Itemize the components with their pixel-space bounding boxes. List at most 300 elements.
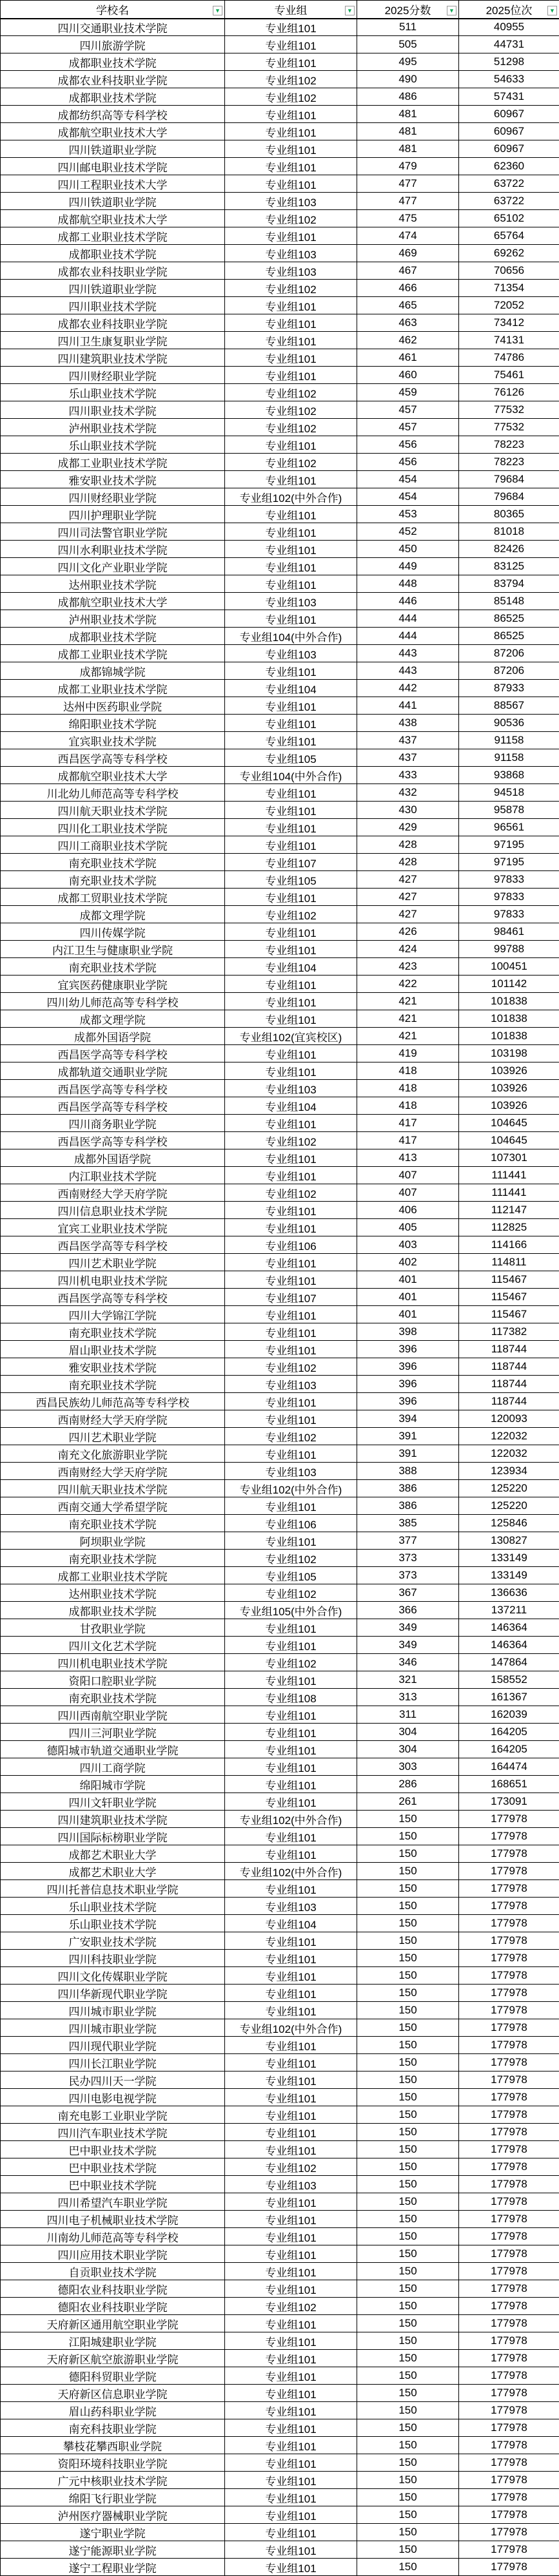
table-row [1,1654,559,1671]
rank-cell: 101838 [459,1028,559,1045]
rank-cell: 177978 [459,2228,559,2245]
school-cell: 四川华新现代职业学院 [1,1985,225,2002]
group-cell: 专业组102 [225,1358,357,1376]
table-row [1,1584,559,1602]
rank-cell: 86525 [459,610,559,628]
rank-cell: 177978 [459,2245,559,2263]
table-row [1,2158,559,2176]
school-cell: 南充职业技术学院 [1,854,225,871]
school-cell: 四川艺术职业学院 [1,1428,225,1445]
table-row [1,2315,559,2332]
score-cell: 286 [357,1776,459,1793]
header-cell-rank [459,1,559,19]
school-cell: 乐山职业技术学院 [1,1898,225,1915]
score-cell: 349 [357,1619,459,1637]
score-cell: 150 [357,2211,459,2228]
table-row [1,1793,559,1811]
table-row [1,1080,559,1097]
school-cell: 成都文理学院 [1,1010,225,1028]
group-cell: 专业组102 [225,419,357,436]
rank-cell: 94518 [459,784,559,802]
school-cell: 四川科技职业学院 [1,1950,225,1967]
score-cell: 385 [357,1515,459,1532]
group-cell: 专业组104 [225,680,357,697]
score-cell: 150 [357,2559,459,2576]
rank-cell: 97195 [459,854,559,871]
score-cell: 419 [357,1045,459,1062]
school-cell: 内江卫生与健康职业学院 [1,941,225,958]
table-row [1,1028,559,1045]
rank-cell: 177978 [459,2350,559,2367]
rank-cell: 74786 [459,349,559,367]
score-cell: 421 [357,993,459,1010]
table-row [1,2367,559,2385]
rank-cell: 118744 [459,1376,559,1393]
group-cell: 专业组102 [225,1584,357,1602]
group-cell: 专业组102 [225,401,357,419]
table-row [1,297,559,314]
rank-cell: 177978 [459,1828,559,1845]
score-cell: 474 [357,227,459,245]
school-cell: 资阳环境科技职业学院 [1,2454,225,2472]
group-cell: 专业组101 [225,1323,357,1341]
school-cell: 四川机电职业技术学院 [1,1271,225,1289]
score-cell: 401 [357,1271,459,1289]
school-cell: 西南财经大学天府学院 [1,1410,225,1428]
table-row [1,575,559,593]
group-cell: 专业组101 [225,1115,357,1132]
score-cell: 150 [357,2228,459,2245]
score-cell: 150 [357,2350,459,2367]
score-cell: 150 [357,2037,459,2054]
table-row [1,836,559,854]
score-cell: 403 [357,1236,459,1254]
score-cell: 373 [357,1550,459,1567]
school-cell: 南充科技职业学院 [1,2419,225,2437]
school-cell: 天府新区航空旅游职业学院 [1,2350,225,2367]
rank-cell: 177978 [459,1950,559,1967]
school-cell: 四川邮电职业技术学院 [1,158,225,175]
score-cell: 417 [357,1115,459,1132]
rank-cell: 104645 [459,1132,559,1149]
score-cell: 413 [357,1149,459,1167]
group-cell: 专业组101 [225,349,357,367]
school-cell: 四川职业技术学院 [1,401,225,419]
school-cell: 四川应用技术职业学院 [1,2245,225,2263]
group-cell: 专业组101 [225,1880,357,1898]
school-cell: 成都农业科技职业学院 [1,262,225,280]
table-row [1,1219,559,1236]
rank-cell: 177978 [459,2089,559,2106]
school-cell: 四川卫生康复职业学院 [1,332,225,349]
score-cell: 427 [357,889,459,906]
group-cell: 专业组101 [225,2228,357,2245]
group-cell: 专业组101 [225,314,357,332]
school-cell: 甘孜职业学院 [1,1619,225,1637]
header-label-score: 2025分数 [385,5,431,17]
rank-cell: 60967 [459,140,559,158]
table-row [1,802,559,819]
group-cell: 专业组101 [225,1671,357,1689]
school-cell: 乐山职业技术学院 [1,436,225,454]
table-row [1,2245,559,2263]
school-cell: 西南财经大学天府学院 [1,1463,225,1480]
filter-button-group[interactable] [345,6,355,15]
rank-cell: 115467 [459,1289,559,1306]
score-cell: 446 [357,593,459,610]
table-row [1,1950,559,1967]
group-cell: 专业组101 [225,106,357,123]
school-cell: 资阳口腔职业学院 [1,1671,225,1689]
school-cell: 西南交通大学希望学院 [1,1497,225,1515]
school-cell: 成都外国语学院 [1,1028,225,1045]
table-row [1,2193,559,2211]
score-cell: 454 [357,488,459,506]
table-row [1,349,559,367]
school-cell: 四川工程职业技术大学 [1,175,225,193]
score-cell: 442 [357,680,459,697]
group-cell: 专业组101 [225,2280,357,2298]
rank-cell: 80365 [459,506,559,523]
rank-cell: 104645 [459,1115,559,1132]
school-cell: 成都工业职业技术学院 [1,680,225,697]
group-cell: 专业组101 [225,2402,357,2419]
score-cell: 437 [357,749,459,767]
school-cell: 阿坝职业学院 [1,1532,225,1550]
rank-cell: 60967 [459,123,559,140]
school-cell: 四川文化传媒职业学院 [1,1967,225,1985]
score-cell: 421 [357,1028,459,1045]
score-cell: 150 [357,2158,459,2176]
school-cell: 成都航空职业技术大学 [1,593,225,610]
school-cell: 川北幼儿师范高等专科学校 [1,784,225,802]
rank-cell: 177978 [459,1915,559,1932]
table-row [1,1289,559,1306]
table-row [1,88,559,106]
school-cell: 四川电影电视学院 [1,2089,225,2106]
table-row [1,314,559,332]
score-cell: 486 [357,88,459,106]
group-cell: 专业组101 [225,941,357,958]
school-cell: 泸州医疗器械职业学院 [1,2506,225,2524]
group-cell: 专业组102 [225,71,357,88]
rank-cell: 44731 [459,36,559,53]
group-cell: 专业组101 [225,1202,357,1219]
group-cell: 专业组101 [225,123,357,140]
group-cell: 专业组101 [225,1045,357,1062]
table-row [1,332,559,349]
school-cell: 四川航天职业技术学院 [1,802,225,819]
group-cell: 专业组102 [225,906,357,923]
school-cell: 四川大学锦江学院 [1,1306,225,1323]
rank-cell: 63722 [459,193,559,210]
score-cell: 349 [357,1637,459,1654]
school-cell: 达州职业技术学院 [1,1584,225,1602]
rank-cell: 125846 [459,1515,559,1532]
group-cell: 专业组101 [225,2071,357,2089]
score-cell: 423 [357,958,459,976]
table-row [1,1863,559,1880]
school-cell: 攀枝花攀西职业学院 [1,2437,225,2454]
score-cell: 444 [357,628,459,645]
school-cell: 达州中医药职业学院 [1,697,225,715]
school-cell: 成都航空职业技术大学 [1,123,225,140]
table-row [1,1115,559,1132]
rank-cell: 101838 [459,1010,559,1028]
rank-cell: 103926 [459,1062,559,1080]
table-row [1,193,559,210]
group-cell: 专业组101 [225,1306,357,1323]
rank-cell: 177978 [459,2124,559,2141]
group-cell: 专业组101 [225,1967,357,1985]
rank-cell: 168651 [459,1776,559,1793]
score-cell: 391 [357,1428,459,1445]
rank-cell: 115467 [459,1271,559,1289]
table-row [1,523,559,541]
score-cell: 457 [357,419,459,436]
rank-cell: 77532 [459,401,559,419]
group-cell: 专业组102(中外合作) [225,1480,357,1497]
rank-cell: 177978 [459,1932,559,1950]
table-row [1,2263,559,2280]
score-cell: 428 [357,854,459,871]
score-cell: 311 [357,1706,459,1724]
table-row [1,2402,559,2419]
school-cell: 四川电子机械职业技术学院 [1,2211,225,2228]
table-row [1,2211,559,2228]
score-cell: 443 [357,662,459,680]
group-cell: 专业组103 [225,645,357,662]
school-cell: 成都职业技术学院 [1,53,225,71]
rank-cell: 95878 [459,802,559,819]
rank-cell: 173091 [459,1793,559,1811]
header-label-school: 学校名 [96,5,129,17]
score-cell: 430 [357,802,459,819]
rank-cell: 40955 [459,19,559,36]
school-cell: 广元中核职业技术学院 [1,2472,225,2489]
group-cell: 专业组104(中外合作) [225,767,357,784]
school-cell: 巴中职业技术学院 [1,2141,225,2158]
table-row [1,1880,559,1898]
score-cell: 461 [357,349,459,367]
school-cell: 四川文化产业职业学院 [1,558,225,575]
score-cell: 150 [357,1880,459,1898]
table-row [1,2106,559,2124]
group-cell: 专业组101 [225,2124,357,2141]
score-cell: 150 [357,2315,459,2332]
rank-cell: 60967 [459,106,559,123]
filter-button-rank[interactable] [547,6,557,15]
score-cell: 394 [357,1410,459,1428]
score-cell: 150 [357,2263,459,2280]
group-cell: 专业组105 [225,871,357,889]
school-cell: 四川城市职业学院 [1,2019,225,2037]
school-cell: 眉山职业技术学院 [1,1341,225,1358]
school-cell: 四川财经职业学院 [1,488,225,506]
group-cell: 专业组101 [225,1497,357,1515]
school-cell: 四川护理职业学院 [1,506,225,523]
group-cell: 专业组101 [225,1445,357,1463]
table-row [1,1149,559,1167]
group-cell: 专业组104 [225,1097,357,1115]
group-cell: 专业组101 [225,697,357,715]
group-cell: 专业组102 [225,454,357,471]
score-cell: 463 [357,314,459,332]
table-row [1,941,559,958]
score-cell: 396 [357,1358,459,1376]
table-row [1,2089,559,2106]
rank-cell: 81018 [459,523,559,541]
score-cell: 150 [357,1828,459,1845]
filter-button-score[interactable] [447,6,456,15]
table-row [1,2037,559,2054]
school-cell: 四川建筑职业技术学院 [1,1811,225,1828]
school-cell: 四川托普信息技术职业学院 [1,1880,225,1898]
group-cell: 专业组101 [225,1393,357,1410]
school-cell: 雅安职业技术学院 [1,471,225,488]
group-cell: 专业组101 [225,1758,357,1776]
group-cell: 专业组102(中外合作) [225,1811,357,1828]
score-cell: 479 [357,158,459,175]
rank-cell: 177978 [459,2437,559,2454]
score-cell: 150 [357,2524,459,2541]
group-cell: 专业组105 [225,749,357,767]
school-cell: 成都轨道交通职业学院 [1,1062,225,1080]
table-row [1,662,559,680]
rank-cell: 91158 [459,749,559,767]
school-cell: 乐山职业技术学院 [1,1915,225,1932]
school-cell: 绵阳飞行职业学院 [1,2489,225,2506]
table-row [1,2071,559,2089]
rank-cell: 177978 [459,2037,559,2054]
rank-cell: 177978 [459,2211,559,2228]
score-cell: 388 [357,1463,459,1480]
rank-cell: 101838 [459,993,559,1010]
score-cell: 150 [357,2054,459,2071]
table-row [1,593,559,610]
table-row [1,1132,559,1149]
table-row [1,1097,559,1115]
rank-cell: 88567 [459,697,559,715]
rank-cell: 177978 [459,2176,559,2193]
table-row [1,819,559,836]
rank-cell: 177978 [459,2019,559,2037]
score-cell: 396 [357,1376,459,1393]
score-cell: 150 [357,2124,459,2141]
rank-cell: 177978 [459,2298,559,2315]
table-row [1,2454,559,2472]
group-cell: 专业组101 [225,889,357,906]
score-cell: 432 [357,784,459,802]
school-cell: 四川国际标榜职业学院 [1,1828,225,1845]
table-row [1,1689,559,1706]
rank-cell: 177978 [459,2472,559,2489]
rank-cell: 123934 [459,1463,559,1480]
rank-cell: 118744 [459,1393,559,1410]
group-cell: 专业组101 [225,1932,357,1950]
group-cell: 专业组101 [225,1010,357,1028]
score-cell: 396 [357,1341,459,1358]
table-row [1,1811,559,1828]
group-cell: 专业组101 [225,819,357,836]
group-cell: 专业组105(中外合作) [225,1602,357,1619]
rank-cell: 177978 [459,2524,559,2541]
group-cell: 专业组101 [225,2385,357,2402]
table-row [1,2350,559,2367]
group-cell: 专业组101 [225,2263,357,2280]
group-cell: 专业组101 [225,1410,357,1428]
table-row [1,558,559,575]
table-row [1,2298,559,2315]
table-row [1,123,559,140]
table-row [1,715,559,732]
rank-cell: 125220 [459,1480,559,1497]
school-cell: 成都艺术职业大学 [1,1863,225,1880]
school-cell: 南充职业技术学院 [1,1550,225,1567]
group-cell: 专业组101 [225,523,357,541]
group-cell: 专业组102 [225,210,357,227]
score-cell: 427 [357,871,459,889]
group-cell: 专业组101 [225,2245,357,2263]
table-row [1,436,559,454]
school-cell: 成都职业技术学院 [1,628,225,645]
filter-button-school[interactable] [213,6,222,15]
rank-cell: 83794 [459,575,559,593]
rank-cell: 177978 [459,2559,559,2576]
school-cell: 四川三河职业学院 [1,1724,225,1741]
group-cell: 专业组107 [225,854,357,871]
school-cell: 西昌医学高等专科学校 [1,1289,225,1306]
rank-cell: 78223 [459,454,559,471]
group-cell: 专业组105 [225,1567,357,1584]
score-cell: 346 [357,1654,459,1671]
group-cell: 专业组103 [225,1898,357,1915]
rank-cell: 177978 [459,1967,559,1985]
table-row [1,1254,559,1271]
rank-cell: 85148 [459,593,559,610]
school-cell: 成都工业职业技术学院 [1,645,225,662]
table-row [1,906,559,923]
school-cell: 成都文理学院 [1,906,225,923]
score-cell: 481 [357,140,459,158]
table-row [1,1845,559,1863]
rank-cell: 86525 [459,628,559,645]
school-cell: 四川铁道职业学院 [1,140,225,158]
rank-cell: 146364 [459,1637,559,1654]
rank-cell: 118744 [459,1358,559,1376]
table-row [1,1184,559,1202]
header-label-group: 专业组 [275,5,308,17]
table-row [1,2019,559,2037]
group-cell: 专业组101 [225,2211,357,2228]
score-cell: 150 [357,1985,459,2002]
score-cell: 417 [357,1132,459,1149]
table-row [1,245,559,262]
rank-cell: 101142 [459,976,559,993]
table-row [1,958,559,976]
group-cell: 专业组101 [225,976,357,993]
rank-cell: 115467 [459,1306,559,1323]
score-cell: 150 [357,2489,459,2506]
school-cell: 西南财经大学天府学院 [1,1184,225,1202]
table-row [1,1428,559,1445]
group-cell: 专业组104(中外合作) [225,628,357,645]
group-cell: 专业组101 [225,2367,357,2385]
score-cell: 396 [357,1393,459,1410]
group-cell: 专业组101 [225,367,357,384]
group-cell: 专业组101 [225,2437,357,2454]
rank-cell: 177978 [459,1985,559,2002]
